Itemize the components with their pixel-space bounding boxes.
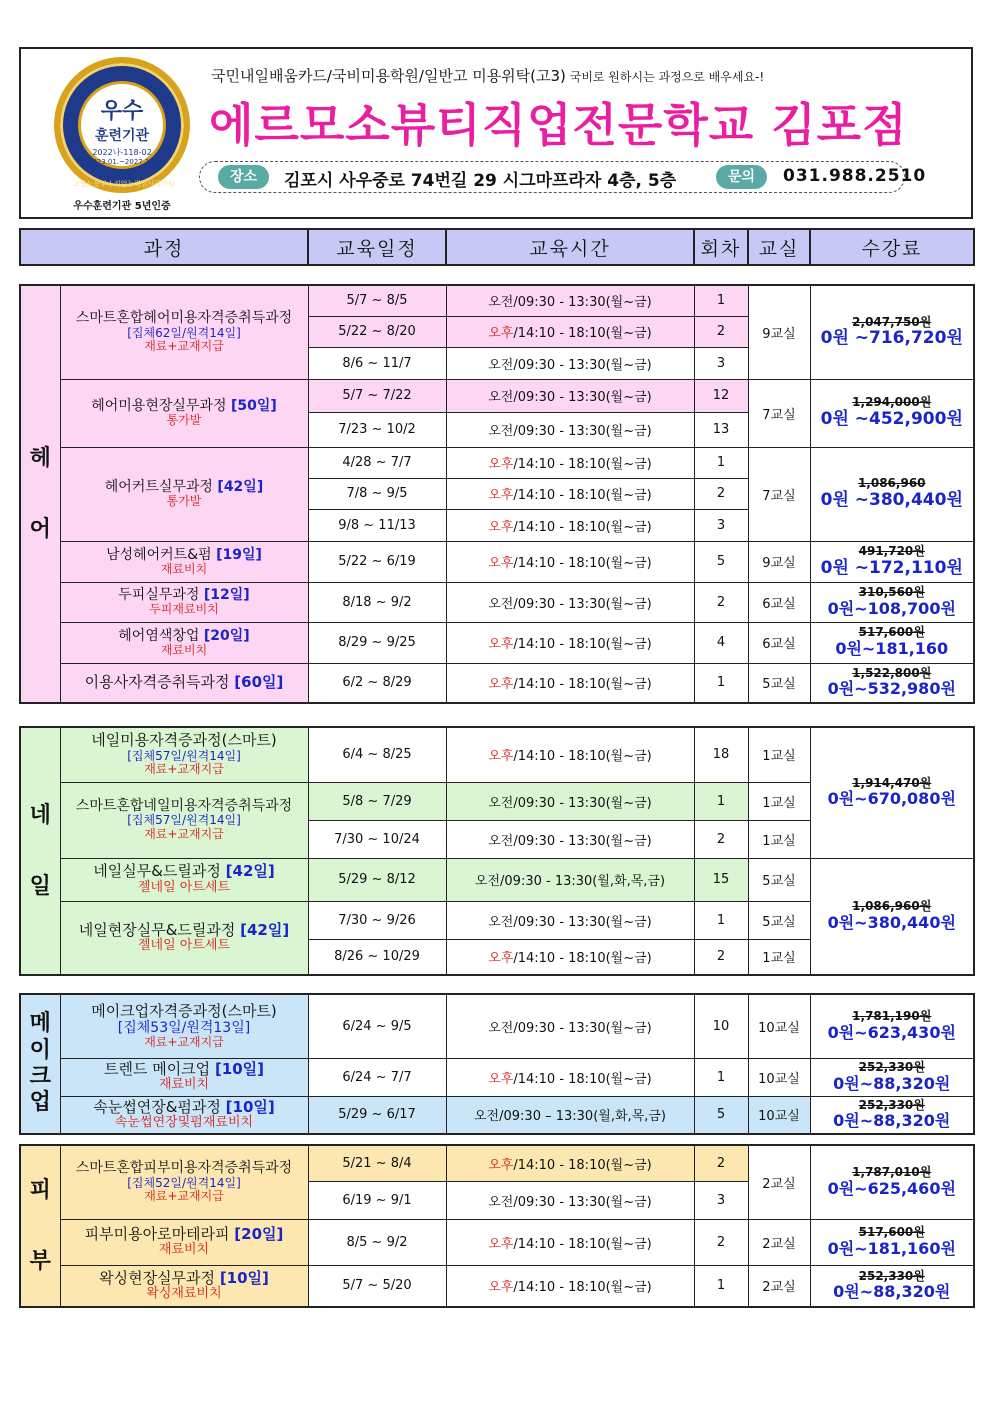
- schedule-cell: 9/8 ~ 11/13: [308, 509, 446, 541]
- ampm: 오전: [488, 1194, 514, 1210]
- fee-cell: [810, 1058, 974, 1096]
- course-days: [집체53일/원격13일]: [117, 1019, 251, 1036]
- time-cell: [446, 901, 694, 939]
- room-cell: 1교실: [748, 727, 810, 782]
- fee-original: 517,600원: [858, 1224, 925, 1239]
- time-cell: [446, 478, 694, 509]
- round-cell: 5: [694, 541, 748, 582]
- schedule-cell: 8/5 ~ 9/2: [308, 1219, 446, 1265]
- room-cell: 7교실: [748, 447, 810, 541]
- course-name: 네일현장실무&드릴과정: [78, 920, 241, 939]
- ampm: 오전: [488, 424, 514, 439]
- subtitle-small: 국비로 원하시는 과정으로 배우세요-!: [565, 70, 765, 84]
- round-cell: 18: [694, 727, 748, 782]
- column-header-table: [19, 228, 975, 266]
- schedule-cell: 7/30 ~ 10/24: [308, 820, 446, 858]
- fee-cell: [810, 541, 974, 582]
- time-range: /14:10 - 18:10(월~금): [513, 1157, 652, 1173]
- fee-discounted: 0원 ~452,900원: [820, 409, 963, 430]
- fee-discounted: 0원 ~716,720원: [820, 328, 963, 349]
- fee-discounted: 0원 ~172,110원: [820, 557, 963, 578]
- round-cell: 2: [694, 1219, 748, 1265]
- course-days: [19일]: [216, 546, 262, 563]
- room-cell: 6교실: [748, 582, 810, 622]
- schedule-cell: 5/29 ~ 6/17: [308, 1096, 446, 1134]
- fee-discounted: 0원~532,980원: [827, 679, 956, 699]
- col-room: 교실: [748, 229, 810, 265]
- course-nail-field-drill: [60, 901, 308, 975]
- course-scalp: [60, 582, 308, 622]
- course-note: 재료+교재지급: [144, 1035, 224, 1050]
- time-cell: [446, 727, 694, 782]
- time-range: /09:30 - 13:30(월~금): [513, 390, 652, 405]
- time-range: /14:10 - 18:10(월~금): [513, 1236, 652, 1252]
- time-range: /09:30 - 13:30(월~금): [513, 596, 652, 612]
- course-days: [10일]: [214, 1059, 265, 1078]
- course-name: 네일미용자격증과정(스마트): [91, 731, 277, 750]
- course-days: [12일]: [203, 587, 250, 604]
- course-barber: [60, 663, 308, 703]
- time-cell: [446, 1181, 694, 1219]
- time-cell: [446, 782, 694, 820]
- col-time: 교육시간: [446, 229, 694, 265]
- ampm: 오후: [488, 1071, 514, 1087]
- course-name: 트렌드 메이크업: [103, 1059, 215, 1078]
- schedule-cell: 6/24 ~ 9/5: [308, 994, 446, 1058]
- room-cell: 9교실: [748, 285, 810, 379]
- schedule-cell: 7/23 ~ 10/2: [308, 412, 446, 447]
- ampm: 오후: [488, 951, 514, 967]
- ampm: 오후: [488, 1157, 514, 1173]
- round-cell: 2: [694, 316, 748, 347]
- round-cell: 3: [694, 509, 748, 541]
- room-cell: 10교실: [748, 1096, 810, 1134]
- fee-cell: [810, 1219, 974, 1265]
- time-cell: [446, 1058, 694, 1096]
- room-cell: 10교실: [748, 1058, 810, 1096]
- course-note: 젤네일 아트세트: [137, 937, 231, 953]
- time-range: /14:10 - 18:10(월~금): [513, 457, 652, 472]
- course-lash: [60, 1096, 308, 1134]
- seal-center: [78, 81, 166, 169]
- course-name: 왁싱현장실무과정: [99, 1268, 220, 1287]
- room-cell: 1교실: [748, 820, 810, 858]
- ampm: 오전: [488, 1020, 514, 1036]
- time-cell: [446, 1265, 694, 1307]
- seal-text-2: 훈련기관: [94, 128, 150, 144]
- fee-discounted: 0원~181,160원: [827, 1238, 956, 1258]
- time-range: /09:30 - 13:30(월~금): [513, 795, 652, 811]
- ampm: 오후: [488, 677, 514, 693]
- course-days: [20일]: [203, 627, 250, 644]
- time-cell: [446, 316, 694, 347]
- time-cell: [446, 939, 694, 975]
- schedule-cell: 5/22 ~ 8/20: [308, 316, 446, 347]
- course-aroma: [60, 1219, 308, 1265]
- course-days: [50일]: [230, 398, 277, 415]
- time-cell: [446, 1096, 694, 1134]
- ampm: 오전: [488, 596, 514, 612]
- round-cell: 2: [694, 1145, 748, 1181]
- ampm: 오전: [488, 357, 514, 373]
- time-range: /14:10 - 18:10(월~금): [513, 637, 652, 652]
- fee-cell: [810, 1145, 974, 1219]
- category-nail: 네 일: [20, 727, 60, 975]
- seal-arc-text: 고용노동부 | 직업능력심사평가원: [73, 180, 175, 188]
- course-name: 피부미용아로마테라피: [84, 1224, 235, 1243]
- time-cell: [446, 379, 694, 412]
- fee-original: 517,600원: [858, 625, 925, 640]
- col-course: 과정: [20, 229, 308, 265]
- fee-cell: [810, 622, 974, 663]
- room-cell: 9교실: [748, 541, 810, 582]
- fee-cell: [810, 994, 974, 1058]
- fee-discounted: 0원~88,320원: [833, 1111, 951, 1131]
- seal-caption: 우수훈련기관 5년인증: [73, 201, 171, 212]
- course-name: 헤어미용현장실무과정: [91, 398, 231, 415]
- subtitle: [211, 65, 764, 86]
- room-cell: 2교실: [748, 1265, 810, 1307]
- fee-original: 1,294,000원: [852, 395, 932, 410]
- fee-discounted: 0원~88,320원: [833, 1073, 951, 1093]
- ampm: 오전: [488, 795, 514, 811]
- time-cell: [446, 1145, 694, 1181]
- fee-discounted: 0원~625,460원: [827, 1178, 956, 1198]
- time-range: /09:30 - 13:30(월~금): [513, 914, 652, 930]
- room-cell: 5교실: [748, 858, 810, 901]
- ampm: 오후: [488, 488, 514, 503]
- schedule-cell: 7/30 ~ 9/26: [308, 901, 446, 939]
- fee-original: 1,086,960원: [852, 899, 932, 914]
- course-note: 통가발: [166, 413, 202, 428]
- course-name: 헤어염색창업: [118, 627, 204, 644]
- fee-original: 252,330원: [858, 1059, 925, 1074]
- course-days: [20일]: [234, 1224, 284, 1243]
- schedule-cell: 6/2 ~ 8/29: [308, 663, 446, 703]
- time-range: /14:10 - 18:10(월~금): [513, 749, 652, 765]
- round-cell: 12: [694, 379, 748, 412]
- round-cell: 1: [694, 1058, 748, 1096]
- course-name: 메이크업자격증과정(스마트): [91, 1001, 277, 1020]
- course-hair-smart: [60, 285, 308, 379]
- room-cell: 2교실: [748, 1145, 810, 1219]
- round-cell: 3: [694, 347, 748, 379]
- ampm: 오후: [488, 519, 514, 535]
- time-range: /14:10 - 18:10(월~금): [513, 1280, 652, 1296]
- time-cell: [446, 820, 694, 858]
- col-fee: 수강료: [810, 229, 974, 265]
- schedule-cell: 5/7 ~ 7/22: [308, 379, 446, 412]
- room-cell: 6교실: [748, 622, 810, 663]
- schedule-cell: 6/19 ~ 9/1: [308, 1181, 446, 1219]
- hair-section: [19, 284, 975, 704]
- time-cell: [446, 663, 694, 703]
- fee-original: 491,720원: [858, 543, 925, 558]
- room-cell: 10교실: [748, 994, 810, 1058]
- ampm: 오후: [488, 457, 514, 472]
- category-makeup: 메 이 크 업: [20, 994, 60, 1134]
- time-range: /14:10 - 18:10(월~금): [513, 556, 652, 571]
- fee-original: 1,522,800원: [852, 665, 932, 680]
- seal-text-3: 2022나-118-02: [92, 148, 152, 157]
- course-name: 네일실무&드릴과정: [93, 862, 226, 881]
- fee-original: 2,047,750원: [852, 314, 932, 329]
- course-nail-smart: [60, 782, 308, 858]
- round-cell: 10: [694, 994, 748, 1058]
- ampm: 오후: [488, 637, 514, 652]
- time-cell: [446, 447, 694, 478]
- course-name: 속눈썹연장&펌과정: [93, 1097, 226, 1116]
- schedule-cell: 5/7 ~ 5/20: [308, 1265, 446, 1307]
- schedule-cell: 7/8 ~ 9/5: [308, 478, 446, 509]
- course-note: 두피재료비치: [149, 602, 219, 617]
- course-hair-field: [60, 379, 308, 447]
- address-text: 김포시 사우중로 74번길 29 시그마프라자 4층, 5층: [284, 171, 677, 191]
- fee-cell: [810, 285, 974, 379]
- fee-original: 252,330원: [858, 1097, 925, 1112]
- makeup-section: [19, 993, 975, 1135]
- excellence-seal-emblem: [54, 57, 190, 193]
- course-days: [집체62일/원격14일]: [127, 325, 241, 340]
- round-cell: 1: [694, 901, 748, 939]
- fee-cell: [810, 1265, 974, 1307]
- ampm: 오전: [488, 914, 514, 930]
- round-cell: 1: [694, 1265, 748, 1307]
- time-cell: [446, 509, 694, 541]
- room-cell: 1교실: [748, 782, 810, 820]
- schedule-cell: 5/7 ~ 8/5: [308, 285, 446, 316]
- fee-original: 252,330원: [858, 1268, 925, 1283]
- round-cell: 1: [694, 663, 748, 703]
- time-range: /09:30 - 13:30(월~금): [513, 833, 652, 849]
- course-note: 재료비치: [160, 561, 208, 576]
- course-days: [42일]: [225, 862, 275, 881]
- time-range: /09:30 - 13:30(월~금): [513, 357, 652, 373]
- course-men-cut: [60, 541, 308, 582]
- course-trend-makeup: [60, 1058, 308, 1096]
- schedule-cell: 5/8 ~ 7/29: [308, 782, 446, 820]
- ampm: 오후: [488, 1236, 514, 1252]
- course-note: 재료+교재지급: [144, 339, 224, 354]
- round-cell: 2: [694, 820, 748, 858]
- fee-discounted: 0원~380,440원: [827, 912, 956, 932]
- time-cell: [446, 1219, 694, 1265]
- room-cell: 1교실: [748, 939, 810, 975]
- place-label-badge: 장소: [218, 165, 269, 189]
- col-schedule: 교육일정: [308, 229, 446, 265]
- course-days: [10일]: [225, 1097, 275, 1116]
- course-nail-license: [60, 727, 308, 782]
- fee-discounted: 0원~623,430원: [827, 1022, 956, 1042]
- schedule-cell: 5/21 ~ 8/4: [308, 1145, 446, 1181]
- course-note: 젤네일 아트세트: [137, 879, 231, 895]
- time-range: /14:10 - 18:10(월~금): [513, 326, 652, 341]
- course-note: 재료비치: [158, 1242, 210, 1258]
- round-cell: 1: [694, 782, 748, 820]
- time-cell: [446, 994, 694, 1058]
- phone-number: 031.988.2510: [783, 166, 927, 186]
- time-range: /14:10 - 18:10(월~금): [513, 1071, 652, 1087]
- course-days: [42일]: [240, 920, 290, 939]
- course-waxing: [60, 1265, 308, 1307]
- course-note: 재료+교재지급: [144, 827, 224, 842]
- ampm: 오후: [488, 326, 514, 341]
- round-cell: 2: [694, 582, 748, 622]
- time-range: /14:10 - 18:10(월~금): [513, 519, 652, 535]
- course-note: 통가발: [166, 494, 202, 509]
- schedule-cell: 5/29 ~ 8/12: [308, 858, 446, 901]
- course-days: [10일]: [219, 1268, 269, 1287]
- time-range: /09:30 - 13:30(월,화,목,금): [500, 874, 666, 889]
- ampm: 오전: [488, 390, 514, 405]
- course-nail-drill: [60, 858, 308, 901]
- course-note: 재료비치: [160, 642, 208, 657]
- time-cell: [446, 541, 694, 582]
- time-range: /14:10 - 18:10(월~금): [513, 488, 652, 503]
- schedule-cell: 5/22 ~ 6/19: [308, 541, 446, 582]
- info-bar: [199, 161, 927, 193]
- round-cell: 1: [694, 447, 748, 478]
- ampm: 오후: [488, 556, 514, 571]
- contact-label-badge: 문의: [716, 165, 767, 189]
- fee-original: 1,914,470원: [852, 775, 932, 790]
- course-makeup-license: [60, 994, 308, 1058]
- time-cell: [446, 858, 694, 901]
- category-skin: 피 부: [20, 1145, 60, 1307]
- course-note: 속눈썹연장및펌재료비치: [114, 1114, 254, 1130]
- ampm: 오전: [488, 833, 514, 849]
- time-cell: [446, 412, 694, 447]
- course-days: [집체57일/원격14일]: [127, 748, 241, 763]
- schedule-cell: 4/28 ~ 7/7: [308, 447, 446, 478]
- fee-cell: [810, 727, 974, 858]
- course-name: 이용사자격증취득과정: [84, 673, 235, 692]
- course-name: 남성헤어커트&펌: [106, 546, 217, 563]
- round-cell: 2: [694, 939, 748, 975]
- time-range: /14:10 - 18:10(월~금): [513, 677, 652, 693]
- course-name: 스마트혼합네일미용자격증취득과정: [75, 798, 293, 815]
- fee-discounted: 0원~88,320원: [833, 1282, 951, 1302]
- fee-discounted: 0원~181,160: [835, 639, 949, 659]
- header-box: [19, 47, 973, 219]
- room-cell: 7교실: [748, 379, 810, 447]
- skin-section: [19, 1144, 975, 1308]
- room-cell: 5교실: [748, 901, 810, 939]
- time-cell: [446, 622, 694, 663]
- course-note: 재료비치: [158, 1077, 210, 1093]
- subtitle-main: 국민내일배움카드/국비미용학원/일반고 미용위탁(고3): [211, 67, 566, 85]
- time-range: /09:30 – 13:30(월,화,목,금): [499, 1109, 666, 1125]
- round-cell: 2: [694, 478, 748, 509]
- ampm: 오전: [474, 1109, 500, 1125]
- ampm: 오후: [488, 749, 514, 765]
- fee-cell: [810, 663, 974, 703]
- round-cell: 13: [694, 412, 748, 447]
- course-note: 왁싱재료비치: [146, 1285, 222, 1301]
- schedule-cell: 8/26 ~ 10/29: [308, 939, 446, 975]
- fee-cell: [810, 379, 974, 447]
- room-cell: 2교실: [748, 1219, 810, 1265]
- course-name: 헤어커트실무과정: [104, 479, 218, 496]
- fee-discounted: 0원 ~380,440원: [820, 490, 963, 511]
- fee-cell: [810, 582, 974, 622]
- course-name: 스마트혼합피부미용자격증취득과정: [75, 1160, 293, 1177]
- round-cell: 3: [694, 1181, 748, 1219]
- page-title: 에르모소뷰티직업전문학교 김포점: [209, 98, 908, 152]
- fee-original: 1,787,010원: [852, 1165, 932, 1180]
- seal-text-1: 우수: [100, 99, 144, 124]
- course-days: [42일]: [217, 479, 264, 496]
- fee-original: 310,560원: [858, 584, 925, 599]
- time-cell: [446, 285, 694, 316]
- round-cell: 15: [694, 858, 748, 901]
- nail-section: [19, 726, 975, 976]
- course-note: 재료+교재지급: [144, 762, 224, 777]
- time-range: /09:30 - 13:30(월~금): [513, 1194, 652, 1210]
- time-cell: [446, 347, 694, 379]
- category-hair: 헤 어: [20, 285, 60, 703]
- course-name: 스마트혼합헤어미용자격증취득과정: [75, 310, 293, 327]
- fee-original: 1,781,190원: [852, 1009, 932, 1024]
- time-range: /09:30 - 13:30(월~금): [513, 424, 652, 439]
- seal-text-4: (2023.01.~2027.12.): [85, 158, 159, 166]
- round-cell: 4: [694, 622, 748, 663]
- fee-discounted: 0원~670,080원: [827, 789, 956, 809]
- time-cell: [446, 582, 694, 622]
- course-note: 재료+교재지급: [144, 1189, 224, 1204]
- course-days: [60일]: [234, 673, 284, 692]
- fee-cell: [810, 1096, 974, 1134]
- time-range: /09:30 - 13:30(월~금): [513, 1020, 652, 1036]
- schedule-cell: 6/24 ~ 7/7: [308, 1058, 446, 1096]
- course-name: 두피실무과정: [118, 587, 204, 604]
- course-days: [집체52일/원격14일]: [127, 1175, 241, 1190]
- round-cell: 1: [694, 285, 748, 316]
- ampm: 오전: [474, 874, 501, 889]
- schedule-cell: 8/18 ~ 9/2: [308, 582, 446, 622]
- fee-original: 1,086,960: [857, 476, 926, 491]
- course-days: [집체57일/원격14일]: [127, 813, 241, 828]
- schedule-cell: 6/4 ~ 8/25: [308, 727, 446, 782]
- course-skin-smart: [60, 1145, 308, 1219]
- fee-cell: [810, 858, 974, 975]
- course-color: [60, 622, 308, 663]
- room-cell: 5교실: [748, 663, 810, 703]
- schedule-cell: 8/6 ~ 11/7: [308, 347, 446, 379]
- time-range: /09:30 - 13:30(월~금): [513, 295, 652, 311]
- schedule-cell: 8/29 ~ 9/25: [308, 622, 446, 663]
- time-range: /14:10 - 18:10(월~금): [513, 951, 652, 967]
- course-hair-cut: [60, 447, 308, 541]
- fee-discounted: 0원~108,700원: [827, 598, 956, 618]
- fee-cell: [810, 447, 974, 541]
- col-round: 회차: [694, 229, 748, 265]
- round-cell: 5: [694, 1096, 748, 1134]
- ampm: 오후: [488, 1280, 514, 1296]
- ampm: 오전: [488, 295, 514, 311]
